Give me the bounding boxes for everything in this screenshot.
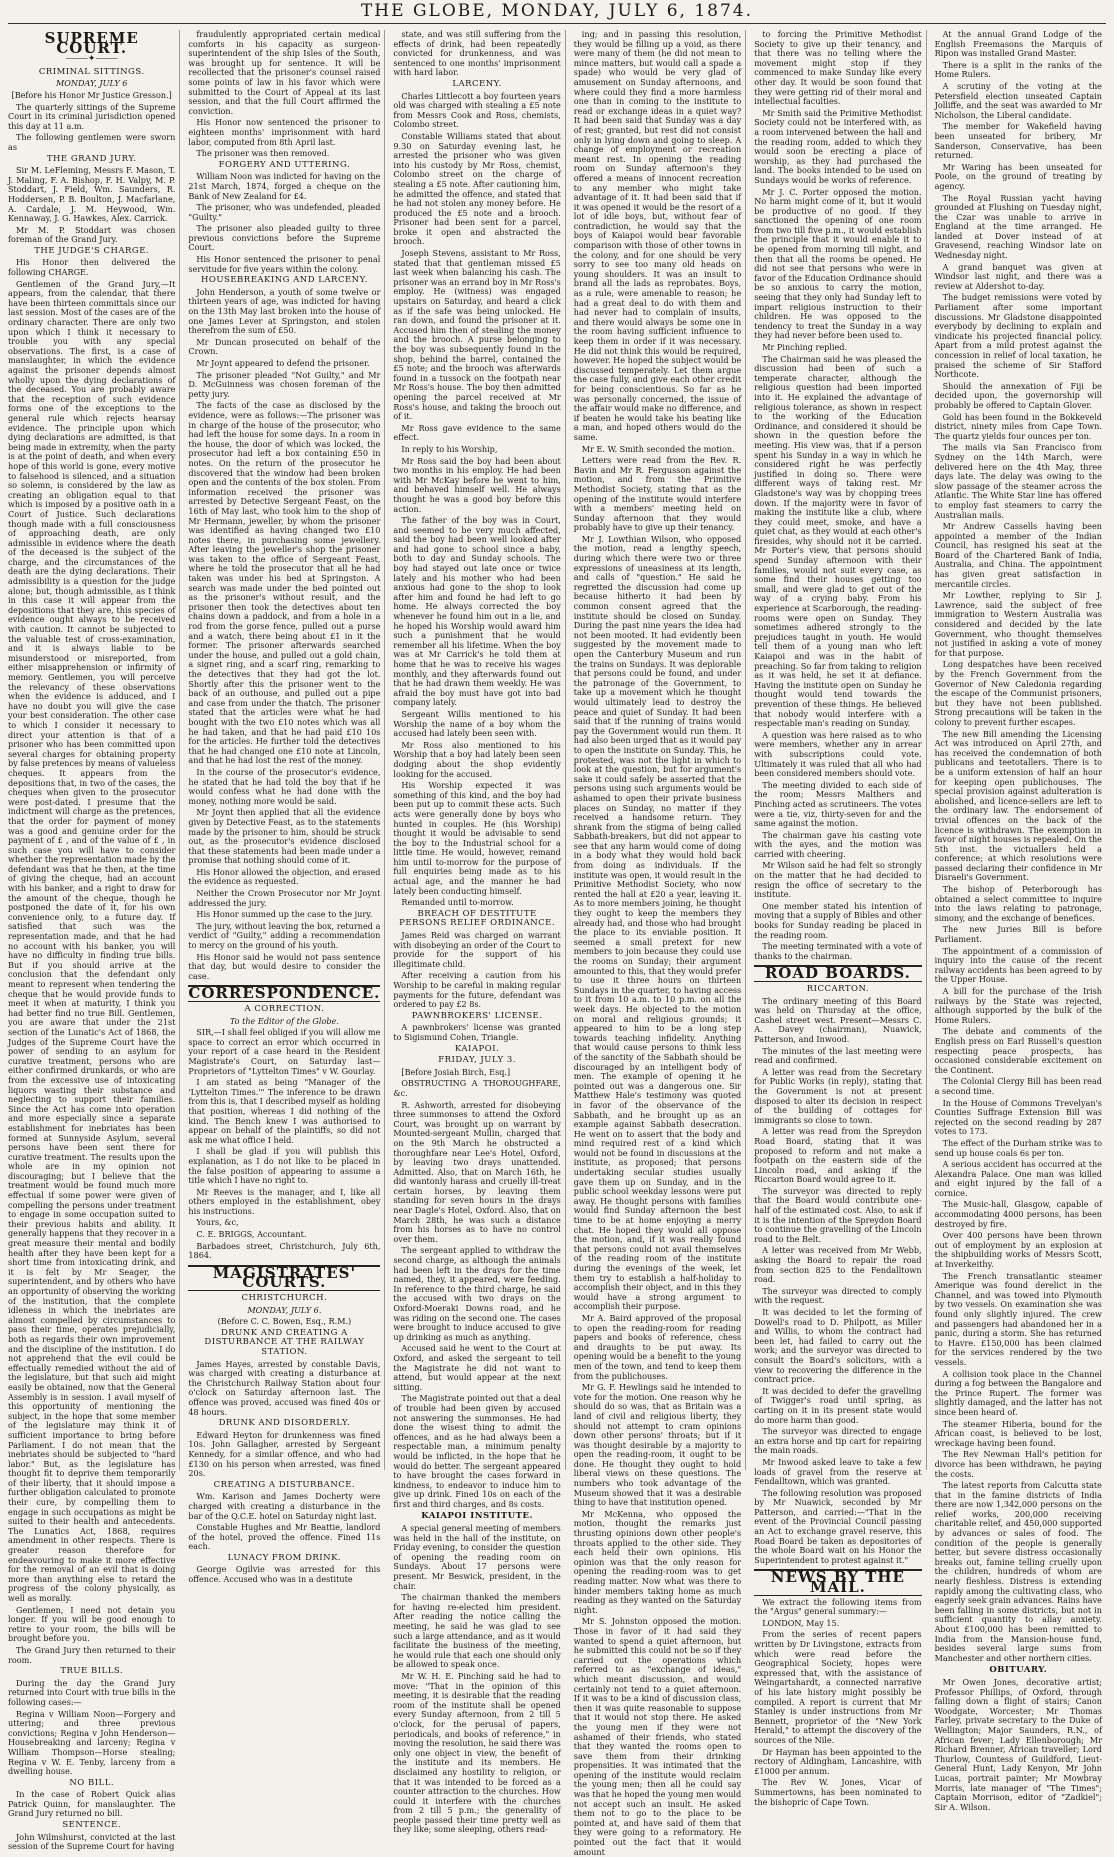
column-4	[573, 29, 746, 1857]
paragraph: The new Juries Bill is before Parliament.	[934, 924, 1102, 945]
paragraph: Mr W. H. E. Pinching said he had to move: "That in the opinion of this meeting, it is desirable that the reading room of the institute shall be opened every Sunday afternoon, from 2 till 5 o'clock, for the perusal of papers, periodicals, and books of reference," in moving the resolution, he said there was only one object in view, the benefit of the institute and its members. He disclaimed any hostility to religion, or that it was intended to be forced as a counter attraction to the churches. How could it interfere with the churches from 2 till 5 p.m.; the generality of people passed their time pretty well as they like; some sleeping, others read-	[393, 1670, 561, 1835]
obituary-heading: OBITUARY.	[989, 1665, 1048, 1676]
ornament-divider: ⸻✦⸻	[65, 54, 118, 65]
paragraph: DRUNK AND CREATING A DISTURBANCE AT THE RAILWAY STATION.	[204, 1327, 365, 1357]
paragraph: ing; and in passing this resolution, they would be filling up a void, as there were many of them (he did not mean to mince matters, but would call a spade a spade) who would be very glad of amusement on Sunday afternoons, and where could they find a more harmless one than in coming to the institute to read or exchange ideas in a quiet way? It had been said that Sunday was a day of rest; granted, but rest did not consist only in lying down and going to sleep. A change of employment or recreation meant rest. In opening the reading room on Sunday afternoon's they offered a means of innocent recreation to any member who might take advantage of it. It had been said that if it was opened it would be the resort of a lot of idle boys, but, without fear of contradiction, he would say that the boys of Kaiapoi would bear favorable comparison with those of other towns in the colony, and for one should be very sorry to see too many old heads on young shoulders. It was an insult to brand all the lads as reprobates. Boys, as a rule, were amenable to reason; he had a great deal to do with them and had never had to complain of insults, and there would always be some one in the room having sufficient influence to keep them in order if it was necessary. He did not think this would be required, however. He hoped the subject would be discussed temperately. Let them argue the case fully, and give each other credit for being conscientious. So far as he was personally concerned, the issue of the affair would make no difference, and if beaten he would take his beating like a man, and hoped others would do the same.	[573, 29, 742, 442]
paragraph: DRUNK AND DISORDERLY.	[218, 1418, 351, 1429]
col4-body	[574, 30, 741, 1857]
paragraph: Mr M. P. Stoddart was chosen foreman of the Grand Jury.	[8, 224, 176, 245]
paragraph: Yours, &c,	[196, 1217, 239, 1228]
paragraph: There is a split in the ranks of the Home Rulers.	[934, 59, 1102, 80]
column-5	[754, 29, 926, 1807]
masthead-rule	[8, 23, 1106, 24]
paragraph: During the day the Grand Jury returned into Court with true bills in the following cases:—	[8, 1677, 176, 1707]
paragraph: In reply to his Worship,	[401, 443, 498, 454]
paragraph: Neither the Crown Prosecutor nor Mr Joynt addressed the jury.	[188, 888, 381, 908]
paragraph: The chairman gave his casting vote with the ayes, and the motion was carried with cheering.	[754, 829, 922, 859]
paragraph: Mr J. Lowthian Wilson, who opposed the motion, read a lengthy speech, during which there were two or three expressions of uneasiness at its length, and calls of "question." He said he regretted the discussion had come up because hitherto it had been by common consent agreed that the institute should be closed on Sunday. During the past nine years the idea had not been mooted. It had evidently been suggested by the movement made to open the Canterbury Museum and run the trains on Sundays. It was deplorable that persons could be found, and under the patronage of the Government, to take up a movement which he thought would ultimately lead to destroy the peace and quiet of Sunday. It had been said that if the running of trains would pay the Government would run them. It had also been urged that as it would pay to open the institute on Sunday. This, he protested, was not the light in which to look at the question, but for argument's sake it could safely be asserted that the persons using such arguments would be ashamed to open their private business places on Sunday, no matter if they received a handsome return. They shrank from the stigma of being called Sabbath-breakers, but did not appear to see that any harm would come of doing in a body what they would hold back from doing as individuals. If the institute was open, it would result in the Primitive Methodist Society, who now rented the hall at £20 a year, leaving it. As to more members joining, he thought they ought to keep the members they already had, and those who had brought the place to its enviable position. It seemed a small pretext for new members to join because they could use the rooms on Sunday; their argument amounted to this, that they would prefer to use it three hours on thirteen Sundays in the quarter, to having access to it from 10 a.m. to 10 p.m. on all the week days. He objected to the motion on moral and religious grounds; it appeared to him to be a long step towards teaching infidelity. Anything that would cause persons to think less of the sanctity of the Sabbath should be discouraged by an intelligent body of men. The example of opening it he pointed out was a dangerous one. Sir Matthew Hale's testimony was quoted in favor of the observance of the Sabbath, and he brought up as an example against Sabbath desecration. He went on to assert that the body and mind required rest of a kind which would not be found in discussions at the institute, as proposed; that persons undertaking secular studies usually gave them up on Sunday, and in the public school weekday lessons were put away. He thought persons with families would find Sunday afternoon the best time to be at home enjoying a merry chat. He hoped they would all oppose the motion, and, if it was really found that persons could not avail themselves of the reading room of the institute during the evenings of the week, let them try to establish a half-holiday to accomplish their object, and in this they would have a strong argument to accomplish their purpose.	[573, 533, 742, 1312]
paragraph: Mr Inwood asked leave to take a few loads of gravel from the reserve at Fendalltown, which was granted.	[754, 1456, 922, 1487]
col6-body	[935, 30, 1102, 1663]
paragraph: Regina v William Noon—Forgery and uttering; and three previous convictions; Regina v John Henderson—Housebreaking and larceny; Regina v William Thompson—Horse stealing; Regina v W. E. Tenby, larceny from a dwelling house.	[8, 1708, 176, 1777]
paragraph: PAWNBROKERS' LICENSE.	[411, 1010, 543, 1021]
paragraph: His Honor summed up the case to the jury.	[196, 909, 373, 920]
paragraph: John Henderson, a youth of some twelve or thirteen years of age, was indicted for having on the 13th May last broken into the house of one James Lever at Springston, and stolen therefrom the sum of £50.	[188, 286, 381, 336]
paragraph: It was decided to defer the gravelling of Twigger's road until spring, as carting on it in its present state would do more harm than good.	[754, 1385, 922, 1425]
paragraph: C. E. BRIGGS, Accountant.	[196, 1229, 307, 1240]
col3-body	[393, 30, 560, 1509]
paragraph: The Music-hall, Glasgow, capable of accommodating 4000 persons, has been destroyed by fire.	[934, 1199, 1102, 1229]
paragraph: His Honor now sentenced the prisoner to eighteen months' imprisonment with hard labor, computed from 8th April last.	[188, 117, 381, 147]
riccarton-heading: RICCARTON.	[806, 984, 870, 994]
paragraph: [Before Josiah Birch, Esq.]	[401, 1066, 511, 1077]
paragraph: The French transatlantic steamer Amerique was found derelict in the Channel, and was towed into Plymouth by two vessels. On examination she was found only slightly injured. The crew and passengers had abandoned her in a panic, during a storm. She has returned to Havre. £150,000 has been claimed for the services rendered by the two vessels.	[934, 1270, 1102, 1367]
paragraph: The bishop of Peterborough has obtained a select committee to inquire into the laws relating to patronage, simony, and the exchange of benefices.	[934, 884, 1102, 923]
paragraph: The Rev W. Jones, Vicar of Summertowns, has been nominated to the bishopric of Cape Town.	[754, 1777, 922, 1807]
paragraph: to forcing the Primitive Methodist Society to give up their tenancy, and that there was no telling where the movement might stop if they commenced to make Sunday like every other day. It would be soon found that they were getting rid of their moral and intellectual faculties.	[754, 29, 922, 107]
paragraph: Mr Owen Jones, decorative artist; Professor Phillips, of Oxford, through falling down a flight of stairs; Canon Woodgate, Worcester; Mr Thomas Farley, private secretary to the Duke of Wellington; Major Saunders, R.N., of African fever; Lady Ellenborough; Mr Richard Brenner, African traveller; Lord Thurlow, Countess of Guildford, Lieut-General Hunt, Lady Kenyon, Mr John Lucas, portrait painter; Mr Mowbray Morris, late manager of "The Times"; Captain Morrison, editor of "Zadkiel"; Sir A. Wilson.	[934, 1676, 1102, 1812]
masthead	[0, 0, 1114, 22]
paragraph: Barbadoes street, Christchurch, July 6th, 1864.	[188, 1240, 381, 1261]
paragraph: KAIAPOI.	[454, 1043, 500, 1054]
paragraph: James Hayes, arrested by constable Davis, was charged with creating a disturbance at the Christchurch Railway Station about four o'clock on Saturday afternoon last. The offence was proved, accused was fined 40s or 48 hours.	[188, 1358, 381, 1417]
paragraph: A letter was read from the Secretary for Public Works (in reply), stating that the Government is not at present disposed to alter its decision in respect of the building of cottages for immigrants so close to town.	[754, 1066, 922, 1125]
paragraph: The meeting divided to each side of the room; Messrs Malthers and Pinching acted as scrutineers. The votes were a tie, viz, thirty-seven for and the same against the motion.	[754, 779, 922, 829]
column-1	[8, 29, 180, 1852]
col5-body	[754, 30, 921, 961]
paragraph: The steamer Hiberia, bound for the African coast, is believed to be lost, wreckage having been found.	[934, 1418, 1102, 1448]
paragraph: R. Ashworth, arrested for disobeying three summonses to attend the Oxford Court, was brought up on warrant by Mounted-sergeant Mullin, charged that on the 9th March he obstructed a thoroughfare near Lee's Hotel, Oxford, by leaving two drays unattended. Admitted. Also, that on March 16th, he did wantonly harass and cruelly ill-treat certain horses, by leaving them standing for seven hours in the drays near Dagle's Hotel, Oxford. Also, that on March 28th, he was such a distance from his horses as to have no control over them.	[393, 1099, 561, 1244]
column-6	[934, 29, 1106, 1812]
paragraph: The Rev Newman Hall's petition for divorce has been withdrawn, he paying the costs.	[934, 1449, 1102, 1479]
paragraph: The new Bill amending the Licensing Act was introduced on April 27th, and has received the condemnation of both publicans and teetotallers. There is to be a uniform extension of half an hour for keeping open publichouses. The special provision against adulteration is abolished, and licence-sellers are left to the ordinary law. The endorsement of trivial offences on the back of the licence is withdrawn. The exemption in favor of night houses is repealed. On the 5th inst. the victuallers held a conference; at which resolutions were passed declaring their confidence in Mr Disraeli's Government.	[934, 728, 1102, 883]
paragraph: Mr E. W. Smith seconded the motion.	[581, 443, 735, 454]
paragraph: Sergeant Willis mentioned to his Worship the name of a boy whom the accused had lately been seen with.	[393, 708, 561, 739]
paragraph: The Magistrate pointed out that a deal of trouble had been given by accused not answering the summonses. He had done the wisest thing to admit the offences, and as he had always been a respectable man, a minimum penalty would be inflicted, in the hope that he would do better. The sergeant appeared to have brought the cases forward in kindness, to endeavor to induce him to give up drink. Fined 10s on each of the first and third charges, and 8s costs.	[393, 1393, 561, 1509]
col2-body	[188, 30, 380, 981]
paragraph: HOUSEBREAKING AND LARCENY.	[200, 275, 368, 286]
paragraph: Edward Heyton for drunkenness was fined 10s. John Gallagher, arrested by Sergeant Kennedy, for a similar offence, and who had £130 on his person when arrested, was fined 20s.	[188, 1429, 381, 1479]
paragraph: Remanded until to-morrow.	[401, 897, 514, 908]
road-boards-heading: ROAD BOARDS.	[754, 965, 921, 982]
paragraph: The Chairman said he was pleased the discussion had been of such a temperate character, although the religious question had been imported into it. He explained the advantage of religious tolerance, as shown in respect to the working of the Education Ordinance, and considered it should be shown in the question before the meeting. His view was, that if a person spent his Sunday in a way in which he considered right he was perfectly justified in doing so. There were different ways of taking rest. Mr Gladstone's way was by chopping trees down. If the majority were in favor of making the institute like a club, where they could meet, smoke, and have a quiet chat, as they would at each other's firesides, why should not it be carried. Mr Porter's view, that persons should spend Sunday afternoon with their families, would not suit every case, as some find their houses getting too small, and were glad to get out of the way of a crying baby. From his experience at Scarborough, the reading-rooms were open on Sunday. They sometimes adhered strongly to the prejudices taught in youth. He would tell them of a young man who left Kaiapoi and was in the habit of preaching. So far from taking to religion as it was held, he set it at defiance. Having the institute open on Sunday he thought would tend towards the prevention of these things. He believed that nobody would interfere with a respectable man's reading on Sunday.	[754, 353, 922, 729]
paragraph: Should the annexation of Fiji be decided upon, the governorship will probably be offered to Captain Glover.	[934, 380, 1102, 410]
col1-body	[8, 103, 175, 1852]
paragraph: The mails via San Francisco from Sydney on the 14th March, were delivered here on the 4th May, three days late. The delay was owing to the slow passage of the steamer across the Atlantic. The White Star line has offered to employ fast steamers to carry the Australian mails.	[934, 442, 1102, 520]
paragraph: LUNACY FROM DRINK.	[227, 1552, 342, 1563]
paragraph: John Wilmshurst, convicted at the last session of the Supreme Court for having	[8, 1831, 176, 1852]
paragraph: The following gentlemen were sworn as	[8, 132, 176, 152]
paragraph: LONDON, May 15.	[762, 1617, 840, 1628]
paragraph: Joseph Stevens, assistant to Mr Ross, stated that that gentleman missed £5 last week when balancing his cash. The prisoner was an errand boy in Mr Ross's employ. He (witness) was engaged upstairs on Saturday, and heard a click as if the safe was being unlocked. He ran down, and found the prisoner at it. Accused him then of stealing the money and the brooch. A purse belonging to the boy was subsequently found in the shop, behind the barrel, contained the £5 note; and the brooch was afterwards found in a tussock on the footpath near Mr Ross's house. The boy then admitted opening the parcel received at Mr Ross's house, and taking the brooch out of it.	[393, 248, 561, 422]
masthead-paper: THE GLOBE,	[360, 1, 495, 21]
kaiapoi-institute-body	[393, 1524, 560, 1835]
masthead-date: MONDAY, JULY 6, 1874.	[501, 1, 754, 21]
paragraph: Mr Waring has been unseated for Poole, on the ground of treating by agency.	[934, 161, 1102, 191]
paragraph: THE JUDGE'S CHARGE.	[34, 245, 150, 256]
paragraph: One member stated his intention of moving that a supply of Bibles and other books for Sunday reading be placed in the reading room.	[754, 900, 922, 940]
paragraph: Mr Ross gave evidence to the same effect.	[393, 422, 561, 443]
paragraph: I shall be glad if you will publish this explanation, as I do not like to be placed in the false position of appearing to assume a title which I have no right to.	[188, 1146, 381, 1186]
paragraph: Mr Joynt appeared to defend the prisoner.	[196, 358, 370, 368]
obituary-body	[935, 1678, 1102, 1812]
paragraph: The facts of the case as disclosed by the evidence, were as follows:—The prisoner was in charge of the house of the prosecutor, who had left the house for some days. In a room in the house, the door of which was locked, the prosecutor had left a box containing £50 in notes. On the return of the prosecutor he discovered that the window had been broken open and the contents of the box stolen. From information received the prisoner was arrested by Detective Sergeant Feast, on the 16th of May last, who took him to the shop of Mr Hermann, jeweller, by whom the prisoner was identified as having changed two £10 notes there, in purchasing some jewellery. After leaving the jeweller's shop the prisoner was taken to the office of Sergeant Feast, where he told the prosecutor that all he had taken was under his bed at Springston. A search was made under the bed pointed out as the prisoner's without result, and the prisoner then took the detectives about ten chains down a paddock, and from a hole in a rod from the gorse fence, pulled out a purse and a watch, there being about £1 in it the former. The prisoner afterwards searched under the house, and pulled out a gold chain, a signet ring, and a scarf ring, remarking to the detectives that they had got the lot. Shortly after this the prisoner went to the back of an outhouse, and pulled out a pipe and case from under the thatch. The prisoner stated that the articles were what he had bought with the two £10 notes which was all he had taken, and that he had paid £10 10s for the articles. He further told the detectives that he had changed one £10 note at Lincoln, and that he had lost the rest of the money.	[188, 400, 381, 766]
paragraph: FORGERY AND UTTERING.	[218, 159, 351, 170]
paragraph: Constable Hughes and Mr Beattie, landlord of the hotel, proved the offence. Fined 11s each.	[188, 1522, 381, 1552]
paragraph: The prisoner pleaded "Not Guilty," and Mr D. McGuinness was chosen foreman of the petty jury.	[188, 369, 381, 399]
paragraph: The sergeant applied to withdraw the second charge, as although the animals had been left in the drays for the time named, they, it appeared, were feeding. In reference to the third charge, he said the accused with two drays on the Oxford-Moeraki Downs road, and he was riding on the second one. The cases were brought to induce accused to give up drinking as much as anything.	[393, 1245, 561, 1342]
column-2	[188, 29, 385, 1585]
paragraph: The Royal Russian yacht having grounded at Flushing on Tuesday night, the Czar was unable to arrive in England at the time arranged. He landed at Dover instead of at Gravesend, reaching Windsor late on Wednesday night.	[934, 192, 1102, 261]
correspondence-body	[188, 1028, 380, 1261]
paragraph: Gold has been found in the Bokkeveld district, ninety miles from Cape Town. The quartz yields four ounces per ton.	[934, 411, 1102, 441]
paragraph: Mr Pinching replied.	[762, 342, 848, 352]
paragraph: Mr Reeves is the manager, and I, like all others employed in the establishment, obey his instructions.	[188, 1186, 381, 1216]
paragraph: CREATING A DISTURBANCE.	[213, 1479, 356, 1490]
paragraph: SIR,—I shall feel obliged if you will allow me space to correct an error which occurred in your report of a case heard in the Resident Magistrate's Court, on Saturday last—Proprietors of "Lyttelton Times" v W. Gourlay.	[188, 1027, 381, 1076]
paragraph: Mr Ross said the boy had been about two months in his employ. He had been with Mr McKay before he went to him, and behaved himself well. He always thought he was a good boy before this action.	[393, 455, 561, 514]
criminal-sittings-heading: CRIMINAL SITTINGS.	[38, 66, 145, 77]
paragraph: After receiving a caution from his Worship to be careful in making regular payments for the future, defendant was ordered to pay £2 8s.	[393, 970, 561, 1010]
paragraph: Mr J. C. Porter opposed the motion. No harm might come of it, but it would be productive of no good. If they sanctioned the opening of one room from two till five p.m., it would establish the principle that it would enable it to be opened from morning till night, and then that all the rooms be opened. He did not see that persons who were in favor of the Education Ordinance should be so anxious to carry the motion, seeing that they only had Sunday left to impart religious instruction to their children. He was opposed to the tendency to treat the Sunday in a way they had never before been used to.	[754, 186, 922, 341]
paragraph: Mr Ross also mentioned to his Worship that a boy had lately been seen dodging about the shop evidently looking for the accused.	[393, 739, 561, 779]
paragraph: The meeting terminated with a vote of thanks to the chairman.	[754, 941, 922, 961]
magistrates-date: MONDAY, JULY 6.	[247, 1304, 322, 1315]
paragraph: Mr Wilson said he had felt so strongly on the matter that he had decided to resign the office of secretary to the institute.	[754, 860, 922, 900]
paragraph: LARCENY.	[452, 78, 502, 89]
paragraph: The Grand Jury then returned to their room.	[8, 1644, 176, 1665]
supreme-court-heading: SUPREME COURT.	[44, 29, 139, 57]
paragraph: Mr Lowther, replying to Sir J. Lawrence, said the subject of free immigration to Western Australia was considered and decided by the late Government, who thought themselves not justified in asking a vote of money for that purpose.	[934, 590, 1102, 658]
paragraph: His Honor said he would not pass sentence that day, but would desire to consider the case.	[188, 951, 381, 981]
paragraph: It was decided to let the forming of Dowell's road to D. Philpott, as Miller and Willis, to whom the contract had been let, had failed to carry out the work; and the surveyor was directed to consult the Board's solicitors, with a view to recovering the difference in the contract price.	[754, 1307, 922, 1385]
paragraph: In the course of the prosecutor's evidence, he stated that he had told the boy that if he would confess what he had done with the money, nothing more would be said.	[188, 766, 381, 806]
paragraph: His Honor allowed the objection, and erased the evidence as requested.	[188, 866, 381, 887]
paragraph: Sir M. LeFleming, Messrs F. Mason, T. J. Maling, F. A. Bishop, F. H. Valpy, M. P. Stoddart, J. Field, Wm. Saunders, R. Hoddersen, P. B. Boulton, J. Macfarlane, A. Cardale, J. M. Heywood, Wm. Kennaway, J. G. Hawkes, Alex. Carrick.	[8, 165, 176, 224]
paragraph: A serious accident has occurred at the Alexandra Palace. One man was killed and eight injured by the fall of a cornice.	[934, 1159, 1102, 1198]
paragraph: His Honor sentenced the prisoner to penal servitude for five years within the colony.	[188, 254, 381, 274]
paragraph: The prisoner also pleaded guilty to three previous convictions before the Supreme Court.	[188, 223, 381, 253]
paragraph: THE GRAND JURY.	[46, 153, 137, 164]
paragraph: The member for Wakefield having been unseated for bribery, Mr Sanderson, Conservative, has been returned.	[934, 121, 1102, 161]
paragraph: A special general meeting of members was held in the hall of the institute, on Friday evening, to consider the question of opening the reading room on Sundays. About 17 persons were present. Mr Beswick, president, in the chair.	[393, 1523, 561, 1591]
paragraph: Wm. Karison and James Docherty were charged with creating a disturbance in the bar of the Q.C.E. hotel on Saturday night last.	[188, 1491, 381, 1521]
paragraph: George Ogilvie was arrested for this offence. Accused who was in a destitute	[188, 1564, 381, 1585]
magistrates-heading: MAGISTRATES' COURTS.	[188, 1265, 380, 1291]
paragraph: state, and was still suffering from the effects of drink, had been repeatedly convicted for drunkenness, and was sentenced to one months' imprisonment with hard labor.	[393, 29, 561, 78]
paragraph: The surveyor was directed to comply with the request.	[754, 1285, 922, 1306]
paragraph: FRIDAY, JULY 3.	[438, 1055, 516, 1066]
paragraph: In the House of Commons Trevelyan's Counties Suffrage Extension Bill was rejected on the second reading by 287 votes to 173.	[934, 1097, 1102, 1137]
paragraph: Constable Williams stated that about 9.30 on Saturday evening last, he arrested the prisoner who was given into his custody by Mr Ross, chemist, Colombo street on the charge of stealing a £5 note. After cautioning him, he admitted the offence, and stated that he had not stolen any money before. He produced the £5 note and a brooch. Prisoner had been sent for a parcel, broke it open and abstracted the brooch.	[393, 130, 561, 247]
paragraph: Gentlemen of the Grand Jury,—It appears, from the calendar, that there have been thirteen committals since our last session. Most of the cases are of the ordinary character. There are only two upon which I think it necessary to trouble you with any special observations. The first, is a case of manslaughter, in which the evidence against the prisoner depends almost wholly upon the dying declarations of the deceased. You are probably aware that the reception of such evidence forms one of the exceptions to the general rule which rejects hearsay evidence. The principle upon which dying declarations are admitted, is that being made in extremity, when the party is at the point of death, and when every hope of this world is gone, every motive to falsehood is silenced, and a situation so solemn, is considered by the law as creating an obligation equal to that which is imposed by a positive oath in a Court of Justice. Such declarations though made with a full consciousness of approaching death, are only admissible in evidence where the death of the deceased is the subject of the charge, and the circumstances of the death are the dying declarations. Their admissibility is a question for the judge alone; but, though admissible, as I think in this case it will appear from the depositions that they are, this species of evidence ought always to be received with caution. It cannot be subjected to the valuable test of cross-examination, and it is always liable to be misunderstood or misreported, from either misapprehension or infirmity of memory. Gentlemen, you will perceive the relevancy of these observations when the evidence is adduced, and I have no doubt you will give the case your best consideration. The other case to which I consider it necessary to direct your attention is that of a prisoner who has been committed upon several charges for obtaining property by false pretences by means of valueless cheques. It appears from the depositions that, in two of the cases, the cheques when given to the prosecutor were post-dated. I presume that the indictment will charge as the pretences, that the order for payment of money was a good and genuine order for the payment of £ , and of the value of £ , in such case you will have to consider whether the representation made by the defendant was that he then, at the time of giving the cheque, had an account with his banker, and a right to draw for the amount of the cheque, though he postponed the date of it, for his own convenience only, to a future day. If satisfied that such was the representation made, and that he had no account with his banker, you will have no difficulty in finding true bills. But if you should arrive at the conclusion that the defendant only meant to represent when tendering the cheque that he would provide funds to meet it when at maturity, I think you had better find no true Bill. Gentlemen, you are aware that under the 21st section of the Lunatic's Act of 1868, the Judges of the Supreme Court have the power of sending to an asylum for curative treatment, persons who are either confirmed drunkards, or who are from the excessive use of intoxicating liquors wasting their substance and neglecting to support their families. Since the Act has come into operation and more especially since a separate establishment for inebriates has been formed at Sunnyside Asylum, several persons have been sent there for curative treatment. The results upon the whole are in my opinion not discouraging; but I believe that the treatment would be found much more effectual if some power were given of compelling the persons under treatment to engage in some occupation suited to their previous habits and ability. It generally happens that they recover in a great measure their mental and bodily health after they have been kept for a short time from intoxicating drink, and it is felt by Mr Seager, the superintendent, and by others who have an opportunity of observing the working of the institution, that the complete idleness in which the inebriates are almost compelled by circumstances to pass their time, operates prejudicially, both as regards their own improvement and the discipline of the institution. I do not apprehend that the evil could be effectually remedied without the aid of the legislature, but that such aid might easily be obtained, now that the General Assembly is in session. I avail myself of this opportunity of mentioning the subject, in the hope that some member of the legislature may think it of sufficient importance to bring before Parliament. I do not mean that the inebriates should be subjected to "hard labor." But, as the legislature has thought fit to deprive them temporarily of their liberty, that it should impose a further obligation calculated to promote their cure, by compelling them to engage in such occupations as might be suited to their health and antecedents. The Lunatics Act, 1868, requires amendment in other respects. There is greater reason therefore for endeavouring to make it more effective for the removal of an evil that is doing more than anything else to retard the progress of the colony physically, as well as morally.	[8, 278, 176, 1603]
news-by-mail-heading: NEWS BY THE MAIL.	[754, 1569, 921, 1595]
paragraph: We extract the following items from the "Argus" general summary:—	[754, 1596, 922, 1617]
paragraph: The father of the boy was in Court, and seemed to be very much affected, said the boy had been well looked after and had gone to school since a baby, both to day and Sunday schools. The boy had stayed out late once or twice lately and his mother who had been anxious had gone to the shop to look after him and found he had left to go home. He always corrected the boy whenever he found him out in a lie, and he hoped his Worship would award him such a punishment that he would remember all his lifetime. When the boy was at Mr Carrick's he told them at home that he was to receive his wages monthly, and they afterwards found out that he had drawn them weekly. He was afraid the boy must have got into bad company lately.	[393, 515, 561, 708]
news-by-mail-body	[754, 1598, 921, 1807]
paragraph: The appointment of a commission of inquiry into the cause of the recent railway accidents has been agreed to by the Upper House.	[934, 945, 1102, 985]
paragraph: His Honor then delivered the following CHARGE.	[8, 257, 176, 278]
paragraph: A bill for the purchase of the Irish railways by the State was rejected, although supported by the bulk of the Home Rulers.	[934, 986, 1102, 1025]
paragraph: A letter was received from Mr Webb, asking the Board to repair the road from section 825 to the Fendalltown road.	[754, 1245, 922, 1285]
paragraph: OBSTRUCTING A THOROUGHFARE, &c.	[393, 1078, 561, 1098]
sitting-bench: [Before his Honor Mr Justice Gresson.]	[11, 89, 172, 100]
paragraph: The jury, without leaving the box, returned a verdict of "Guilty," adding a recommendation to mercy on the ground of his youth.	[188, 920, 381, 951]
paragraph: Accused said he went to the Court at Oxford, and asked the sergeant to tell the Magistrate he did not want to attend, but would appear at the next sitting.	[393, 1343, 561, 1392]
paragraph: A letter was read from the Spreydon Road Board, stating that it was proposed to reform and not make a footpath on the eastern side of the Lincoln road, and asking if the Riccarton Board would agree to it.	[754, 1126, 922, 1185]
sitting-date: MONDAY, JULY 6	[55, 78, 128, 89]
paragraph: His Worship expected it was something of this kind, and the boy had been put up to commit these acts. Such acts were generally done by boys who hunted in couples. He (his Worship) thought it would be advisable to send the boy to the Industrial school for a little time. He would, however, remand him until to-morrow for the purpose of full enquiries being made as to his actual age, and the manner he had lately been conducting himself.	[393, 780, 561, 896]
magistrates-body	[188, 1329, 380, 1585]
paragraph: Mr Joynt then applied that all the evidence given by Detective Feast, as to the statements made by the prisoner to him, should be struck out, as the prosecutor's evidence disclosed that these statements had been made under a promise that nothing should come of it.	[188, 807, 381, 866]
paragraph: Mr A. Baird approved of the proposal to open the reading-room for reading papers and books of reference, chess and draughts to be put away. Its opening would be a benefit to the young men of the town, and tend to keep them from the publichouses.	[573, 1312, 742, 1381]
paragraph: Dr Hayman has been appointed to the rectory of Aldingham, Lancashire, with £1000 per annum.	[754, 1746, 922, 1776]
paragraph: A question was here raised as to who were members, whether any in arrear with subscriptions could vote. Ultimately it was ruled that all who had been considered members should vote.	[754, 729, 922, 779]
paragraph: Letters were read from the Rev. R. Bavin and Mr R. Fergusson against the motion, and from the Primitive Methodist Society, stating that as the opening of the institute would interfere with a members' meeting held on Sunday afternoon that they would probably have to give up their tenancy.	[573, 455, 742, 533]
paragraph: The minutes of the last meeting were read and confirmed.	[754, 1045, 922, 1066]
paragraph: A grand banquet was given at Windsor last night, and there was a review at Aldershot to-day.	[934, 261, 1102, 291]
magistrates-bench: (Before C. C. Bowen, Esq., R.M.)	[217, 1316, 352, 1327]
paragraph: From the series of recent papers written by Dr Livingstone, extracts from which were read before the Geographical Society, hopes were expressed that, with the assistance of Weingartshardt, a connected narrative of his late history might possibly be compiled. A report is current that Mr Stanley is under instructions from Mr Bennett, proprietor of the "New York Herald," to attempt the discovery of the sources of the Nile.	[754, 1629, 922, 1745]
paragraph: Mr McKenna, who opposed the motion, thought the remarks just thrusting opinions down other people's throats applied to the other side. They each held their own opinions. His opinion was that the only reason for opening the reading-room was to get reading matter. Now what was there to hinder members taking home as much reading as they wanted on the Saturday night.	[573, 1508, 742, 1615]
paragraph: The following resolution was proposed by Mr Nuawick, seconded by Mr Patterson, and carried:—"That in the event of the Provincial Council passing an Act to exchange gravel reserve, this Road Board be taken as depositories of the whole Board wait on his Honor the Superintendent to protest against it."	[754, 1487, 922, 1565]
paragraph: The Colonial Clergy Bill has been read a second time.	[934, 1076, 1102, 1096]
paragraph: James Reid was charged on warrant with disobeying an order of the Court to provide for the support of his illegitimate child.	[393, 930, 561, 969]
paragraph: A collision took place in the Channel during a fog between the Bangalore and the Prince Rupert. The former was slightly damaged, and the latter has not since been heard of.	[934, 1368, 1102, 1417]
correction-heading: A CORRECTION.	[244, 1004, 325, 1014]
paragraph: fraudulently appropriated certain medical comforts in his capacity as surgeon-superintendent of the ship Isles of the South, was brought up for sentence. It will be recollected that the prisoner's counsel raised some points of law in his favor which were submitted to the Court of Appeal at its last session, and that the full Court affirmed the conviction.	[188, 29, 381, 116]
paragraph: Long despatches have been received by the French Government from the Governor of New Caledonia regarding the escape of the Communist prisoners, but they have not been published. Strong precautions will be taken in the colony to prevent further escapes.	[934, 659, 1102, 727]
kaiapoi-institute-heading: KAIAPOI INSTITUTE.	[421, 1511, 533, 1522]
paragraph: A scrutiny of the voting at the Petersfield election unseated Captain Jolliffe, and the seat was awarded to Mr Nicholson, the Liberal candidate.	[934, 80, 1102, 120]
paragraph: William Noon was indicted for having on the 21st March, 1874, forged a cheque on the Bank of New Zealand for £4.	[188, 171, 381, 201]
page-columns	[8, 29, 1106, 1857]
paragraph: The quarterly sittings of the Supreme Court in its criminal jurisdiction opened this day at 11 a.m.	[8, 101, 176, 131]
paragraph: The debate and comments of the English press on Earl Russell's question respecting peace prospects, has occasioned considerable excitement on the Continent.	[934, 1026, 1102, 1075]
magistrates-place: CHRISTCHURCH.	[241, 1293, 328, 1304]
paragraph: The budget remissions were voted by Parliament after some important discussions. Mr Gladstone disappointed everybody by declining to explain and vindicate his projected financial policy. Apart from a mild protest against the concession in relief of local taxation, he praised the scheme of Sir Stafford Northcote.	[934, 292, 1102, 380]
paragraph: Gentlemen, I need not detain you longer. If you will be good enough to retire to your room, the bills will be brought before you.	[8, 1604, 176, 1644]
paragraph: At the annual Grand Lodge of the English Freemasons the Marquis of Ripon was installed Grand Master.	[934, 29, 1102, 59]
paragraph: The latest reports from Calcutta state that in the famine districts of India there are now 1,342,000 persons on the relief works, 200,000 receiving charitable relief, and 450,000 supported by advances or sales of food. The condition of the people is generally better, but severe distress occasionally breaks out, famine telling cruelly upon the children, hundreds of whom are nearly fleshless. Distress is extending rapidly among the cultivating class, who eagerly seek grain advances. Rains have been falling in some districts, but not in sufficient quantity to allay anxiety. About £100,000 has been remitted to India from the Mansion-house fund, besides several large sums from Manchester and other northern cities.	[934, 1480, 1102, 1663]
paragraph: SENTENCE.	[62, 1820, 122, 1831]
paragraph: Mr S. Johnston opposed the motion. Those in favor of it had said they wanted to spend a quiet afternoon, but he submitted this could not be so if they carried out the operations which referred to as "exchange of ideas," which meant discussion, and would certainly not tend to a quiet afternoon. If it was to be a kind of discussion class, then it was quite reasonable to suppose that it would not stop there. He asked the young men if they were not ashamed of their friends, who stated that they wanted the rooms open to save them from their drinking propensities. It was intimated that the opening of the institute would reclaim the young men; then all he could say was that he hoped the young men would not accept such an insult. He asked them not to go to the place to be pointed at, and have said of them that they were going to a reformatory. He pointed out the fact that it would amount	[573, 1616, 742, 1857]
road-boards-body	[754, 997, 921, 1566]
paragraph: The chairman thanked the members for having re-elected him president. After reading the notice calling the meeting, he said he was glad to see such a large attendance, and as it would facilitate the business of the meeting, he would rule that each one should only be allowed to speak once.	[393, 1592, 561, 1670]
paragraph: Mr Duncan prosecuted on behalf of the Crown.	[188, 336, 381, 357]
paragraph: Mr Smith said the Primitive Methodist Society could not be interfered with, as a room intervened between the hall and the reading room, added to which they would soon be erecting a place of worship, as they had purchased the land. The books intended to be used on Sundays would be works of reference.	[754, 107, 922, 185]
paragraph: The ordinary meeting of this Board was held on Thursday at the office, Cashel street west. Present—Messrs C. A. Davey (chairman), Nuawick, Patterson, and Inwood.	[754, 995, 922, 1044]
correspondence-heading: CORRESPONDENCE.	[188, 984, 381, 1003]
paragraph: In the case of Robert Quick alias Patrick Quinn, for manslaughter. The Grand Jury returned no bill.	[8, 1789, 176, 1819]
paragraph: I am stated as being "Manager of the 'Lyttelton Times.'" The inference to be drawn from this is, that I described myself as holding that position, whereas I did nothing of the kind. The Bench knew I was authorised to appear on behalf of the plaintiffs, so did not ask me what office I held.	[188, 1077, 381, 1145]
paragraph: BREACH OF DESTITUTE PERSONS RELIEF ORDINANCE.	[399, 908, 556, 929]
correction-addressee: To the Editor of the Globe.	[229, 1015, 339, 1026]
paragraph: The surveyor was directed to engage an extra horse and tip cart for repairing the main roads.	[754, 1426, 922, 1456]
paragraph: The effect of the Durham strike was to send up house coals 6s per ton.	[934, 1137, 1102, 1158]
paragraph: NO BILL.	[69, 1777, 115, 1788]
paragraph: The prisoner was then removed.	[196, 148, 330, 159]
paragraph: TRUE BILLS.	[60, 1666, 124, 1677]
paragraph: Mr G. F. Hewlings said he intended to vote for the motion. One reason why he should do so was, that as Britain was a land of civil and religious liberty, they should not attempt to cram opinions down other persons' throats; but if it was thought desirable by a majority to open the reading-room, it ought to be done. He thought they ought to hold liberal views on these questions. The numbers who took advantage of the Museum showed that it was a desirable thing to have that institution opened.	[573, 1382, 742, 1508]
paragraph: The surveyor was directed to reply that the Board would contribute one-half of the estimated cost. Also, to ask if it is the intention of the Spreydon Board to continue the gravelling of the Lincoln road to the Belt.	[754, 1185, 922, 1244]
column-3	[393, 29, 565, 1835]
paragraph: Mr Andrew Cassells having been appointed a member of the Indian Council, has resigned his seat at the Board of the Chartered Bank of India, Australia, and China. The appointment has given great satisfaction in mercantile circles.	[934, 521, 1102, 589]
paragraph: Over 400 persons have been thrown out of employment by an explosion at the shipbuilding works of Messrs Scott, at Inverkeithy.	[934, 1230, 1102, 1270]
paragraph: The prisoner, who was undefended, pleaded "Guilty."	[188, 202, 381, 222]
paragraph: Charles Littlecott a boy fourteen years old was charged with stealing a £5 note from Messrs Cook and Ross, chemists, Colombo street.	[393, 90, 561, 130]
paragraph: A pawnbrokers' license was granted to Sigismund Cohen, Triangle.	[393, 1022, 561, 1042]
